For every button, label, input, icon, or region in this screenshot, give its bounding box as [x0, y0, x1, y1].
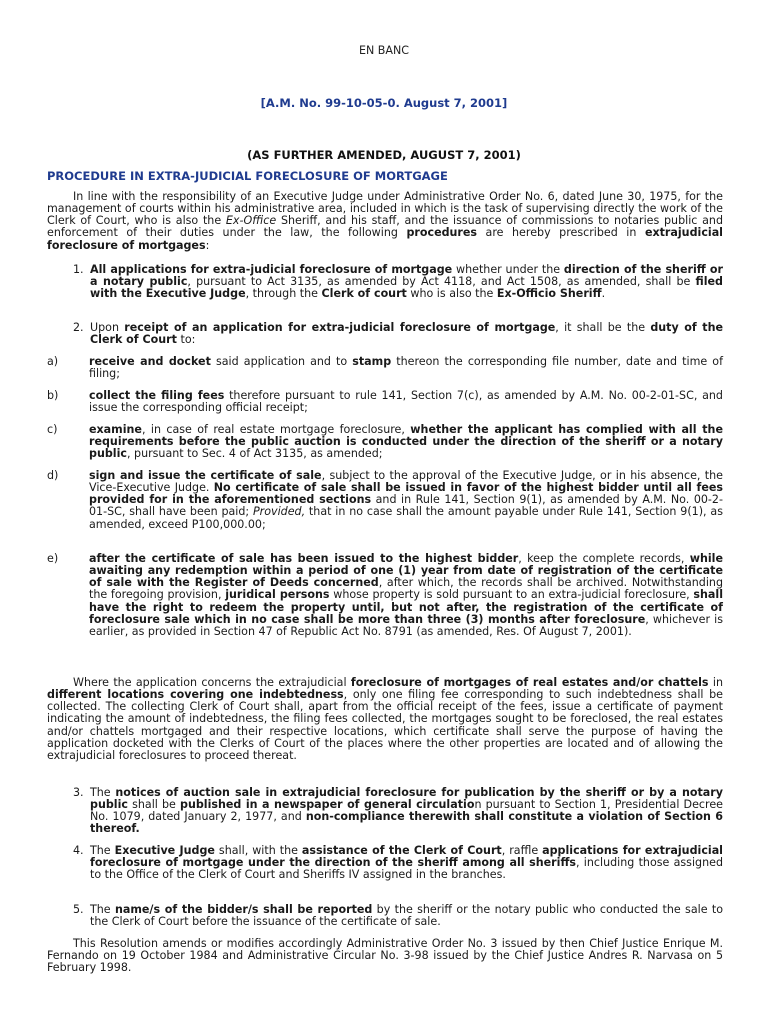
case-number-link[interactable]: [A.M. No. 99-10-05-0. August 7, 2001] — [260, 96, 508, 110]
list-item-2: 2. Upon receipt of an application for extra-judicial foreclosure of mortgage, it shall be the duty of the Clerk of Court to: — [73, 321, 724, 347]
list-item-4: 4. The Executive Judge shall, with the assistance of the Clerk of Court, raffle applications for extrajudicial foreclosure of mortgage under the direction of the sheriff among all sheriffs, including those assigned to the Office of the Clerk of Court and Sheriffs IV assigned in the branches. — [73, 844, 723, 882]
sub-item-mark: c) — [47, 423, 58, 436]
sub-item-mark: b) — [47, 389, 59, 402]
sub-item-mark: d) — [47, 469, 59, 482]
amendment-subtitle: (AS FURTHER AMENDED, AUGUST 7, 2001) — [247, 148, 521, 162]
court-division-label: EN BANC — [358, 44, 410, 57]
list-item-1: 1. All applications for extra-judicial foreclosure of mortgage whether under the direction of the sheriff or a notary public, pursuant to Act 3135, as amended by Act 4118, and Act 1508, as amended, shall be filed with the Executive Judge, through the Clerk of court who is also the Ex-Officio Sheriff. — [73, 263, 723, 301]
intro-paragraph: In line with the responsibility of an Executive Judge under Administrative Order No. 6, dated June 30, 1975, for the management of courts within his administrative area, included in which is the task of supervising directly the work of the Clerk of Court, who is also the Ex-Office Sheriff, and his staff, and the issuance of commissions to notaries public and enforcement of their duties under the law, the following procedures are hereby prescribed in extrajudicial foreclosure of mortgages: — [47, 190, 723, 252]
list-number: 4. — [73, 844, 84, 857]
list-number: 2. — [73, 321, 84, 334]
sub-item-c: c) examine, in case of real estate mortgage foreclosure, whether the applicant has complied with all the requirements before the public auction is conducted under the direction of the sheriff or a notary public, pursuant to Sec. 4 of Act 3135, as amended; — [47, 423, 723, 461]
list-number: 3. — [73, 786, 84, 799]
list-item-5: 5. The name/s of the bidder/s shall be reported by the sheriff or the notary public who conducted the sale to the Clerk of Court before the issuance of the certificate of sale. — [73, 903, 723, 929]
sub-item-e: e) after the certificate of sale has been issued to the highest bidder, keep the complete records, while awaiting any redemption within a period of one (1) year from date of registration of the certificate of sale with the Register of Deeds concerned, after which, the records shall be archived. Notwithstanding the foregoing provision, juridical persons whose property is sold pursuant to an extra-judicial foreclosure, shall have the right to redeem the property until, but not after, the registration of the certificate of foreclosure sale which in no case shall be more than three (3) months after foreclosure, whichever is earlier, as provided in Section 47 of Republic Act No. 8791 (as amended, Res. Of August 7, 2001). — [47, 552, 724, 638]
sub-item-a: a) receive and docket said application and to stamp thereon the corresponding file number, date and time of filing; — [47, 355, 723, 381]
procedure-heading: PROCEDURE IN EXTRA-JUDICIAL FORECLOSURE OF MORTGAGE — [47, 169, 448, 183]
sub-item-d: d) sign and issue the certificate of sale, subject to the approval of the Executive Judge, or in his absence, the Vice-Executive Judge. No certificate of sale shall be issued in favor of the highest bidder until all fees provided for in the aforementioned sections and in Rule 141, Section 9(1), as amended by A.M. No. 00-2-01-SC, shall have been paid; Provided, that in no case shall the amount payable under Rule 141, Section 9(1), as amended, exceed P100,000.00; — [47, 469, 723, 531]
list-number: 5. — [73, 903, 84, 916]
closing-paragraph: This Resolution amends or modifies accordingly Administrative Order No. 3 issued by then Chief Justice Enrique M. Fernando on 19 October 1984 and Administrative Circular No. 3-98 issued by the Chief Justice Andres R. Narvasa on 5 February 1998. — [47, 937, 723, 975]
sub-item-mark: e) — [47, 552, 59, 565]
sub-item-b: b) collect the filing fees therefore pursuant to rule 141, Section 7(c), as amended by A.M. No. 00-2-01-SC, and issue the corresponding official receipt; — [47, 389, 723, 415]
list-number: 1. — [73, 263, 84, 276]
list-item-3: 3. The notices of auction sale in extrajudicial foreclosure for publication by the sheriff or by a notary public shall be published in a newspaper of general circulation pursuant to Section 1, Presidential Decree No. 1079, dated January 2, 1977, and non-compliance therewith shall constitute a violation of Section 6 thereof. — [73, 786, 723, 836]
where-paragraph: Where the application concerns the extrajudicial foreclosure of mortgages of real estates and/or chattels in different locations covering one indebtedness, only one filing fee corresponding to such indebtedness shall be collected. The collecting Clerk of Court shall, apart from the official receipt of the fees, issue a certificate of payment indicating the amount of indebtedness, the filing fees collected, the mortgages sought to be foreclosed, the real estates and/or chattels mortgaged and their respective locations, which certificate shall serve the purpose of having the application docketed with the Clerks of Court of the places where the other properties are located and of allowing the extrajudicial foreclosures to proceed thereat. — [47, 676, 723, 762]
sub-item-mark: a) — [47, 355, 59, 368]
